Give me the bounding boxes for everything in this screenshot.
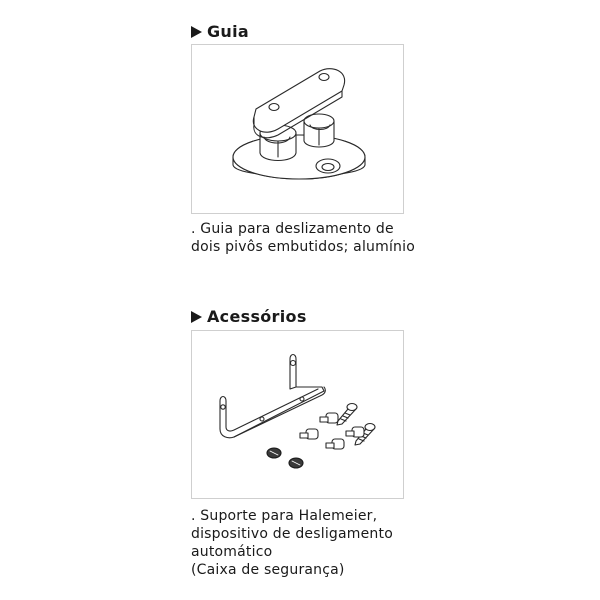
accessories-caption-line: (Caixa de segurança) [191,562,345,578]
accessories-image-frame [191,330,404,499]
guide-caption-line: . Guia para deslizamento de [191,221,394,237]
section-title-acessorios [191,307,307,326]
right-triangle-icon [191,311,202,323]
accessories-illustration [192,331,403,498]
pivot-guide-illustration [192,45,403,213]
right-triangle-icon [191,26,202,38]
guide-caption [191,220,451,256]
accessories-caption-line: . Suporte para Halemeier, [191,508,378,524]
section-title-guia [191,22,249,41]
section-title-label: Acessórios [207,307,307,326]
guide-image-frame [191,44,404,214]
accessories-caption-line: automático [191,544,273,560]
guide-caption-line: dois pivôs embutidos; alumínio [191,239,415,255]
accessories-caption [191,507,451,579]
section-title-label: Guia [207,22,250,41]
accessories-caption-line: dispositivo de desligamento [191,526,393,542]
